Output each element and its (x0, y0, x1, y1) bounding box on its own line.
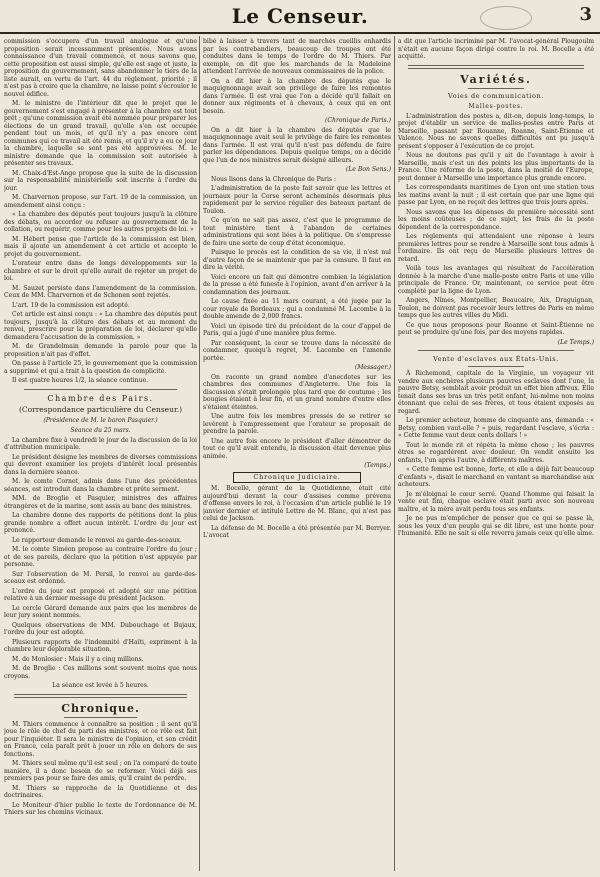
paragraph: Une autre fois encore le président d'aller démontrer de tout ce qu'il avait entendu, la discussion était devenue plus animée. (203, 437, 391, 460)
paragraph: M. le ministre de l'intérieur dit que le projet que le gouvernement s'est engagé à présenter à la chambre est tout prêt ; qu'une commission avait été nommée pour préparer les élections de un grand travail, qu'elle s'en est occupée pendant tout un mois, et qu'il n'y a pas encore cent communes qui ce travail ait été remis, et qu'il n'y a eu ce jour la chambre, laquelle se sont pas été approuvées. M. le ministre demande que la commission soit autorisée à présenter ses travaux. (4, 100, 197, 167)
paragraph: « Cette femme est bonne, forte, et elle a déjà fait beaucoup d'enfants », disait le marchand en vantant sa marchandise aux acheteurs. (398, 466, 594, 488)
column-3 (398, 38, 594, 871)
column-divider (394, 36, 395, 871)
paragraph: M. Thiers commence à connaître sa position ; il sent qu'il joue le rôle de chef du parti des ministres, et ce rôle est fait pour l'inquiéter. Il sera le ministre de l'opinion, et son crédit en France, cela paraît prêt à jouer un rôle en dehors de ses fonctions. (4, 720, 197, 758)
paragraph: « La chambre des députés peut toujours jusqu'à la clôture des débats, ou accorder ou refuser au gouvernement de la collation, ou requérir, comme pour les autres projets de loi. » (4, 211, 197, 233)
section-title-judiciaire: Chronique Judiciaire. (233, 472, 361, 484)
paragraph: Quelques observations de MM. Dubouchage et Bujaux, l'ordre du jour est adopté. (4, 621, 197, 636)
source-attribution: (Le Temps.) (557, 338, 594, 346)
paragraph: M. Hébert pense que l'article de la commission est bien, mais il ajoute un amendement à cet article et accepte le projet du gouvernement. (4, 235, 197, 258)
paragraph: L'art. 19 de la commission est adopté. (12, 301, 130, 309)
paragraph: Angers, Nîmes, Montpellier, Beaucaire, Aix, Draguignan, Toulon, ne doivent pas recevoir leurs lettres de Paris en même temps que les autres villes du Midi. (398, 297, 594, 319)
section-divider (14, 694, 187, 698)
column-1 (4, 38, 197, 871)
title-underline (468, 88, 524, 89)
paragraph: Le rapporteur demande le renvoi au garde-des-sceaux. (12, 536, 182, 544)
paragraph: M. Bocelle, gérant de la Quotidienne, était cité aujourd'hui devant la cour d'assises comme prévenu d'offense envers le roi, à l'occasion d'un article publié le 19 janvier dernier et intitulé Lettre de M. Blanc, qui n'est pas celui de Jackson. (203, 485, 391, 522)
paragraph: La chambre fixe à vendredi le jour de la discussion de la loi d'attribution municipale. (4, 436, 197, 451)
paragraph: Tout le monde rit et répéta la même chose ; les pauvres êtres se regardèrent avec douleur. On vendit ensuite les enfants, l'un après l'autre, à différents maîtres. (398, 441, 594, 464)
paragraph: Le président désigne les membres de diverses commissions qui devront examiner les projets d'intérêt local présentés dans la dernière séance. (4, 453, 197, 476)
paragraph: MM. de Broglie et Pasquier, ministres des affaires étrangères et de la marine, sont assis au banc des ministres. (4, 495, 197, 510)
paragraph: Le cercle Gérard demande aux pairs que les membres de leur jury soient nommés. (4, 604, 197, 619)
paragraph: On raconte un grand nombre d'anecdotes sur les chambres des communes d'Angleterre. Une fois la discussion s'était prolongée plus tard que de coutume ; les bougies étaient à leur fin, et un grand nombre d'entre elles s'étaient éteintes. (203, 373, 391, 411)
paragraph: M. de Broglie : Ces millions sont souvent moins que nous croyons. (4, 665, 197, 680)
section-title-chambre: Chambre des Pairs. (47, 393, 154, 403)
masthead-bar (0, 0, 600, 34)
paragraph: Cet article est ainsi conçu : « La chambre des députés peut toujours, jusqu'à la clôture des débats et au moment du renvoi, prescrire pour la préparation de loi, déclarer qu'elle demandera l'accusation de la commission. » (4, 311, 197, 341)
paragraph: L'administration des postes a, dit-on, depuis long-temps, le projet d'établir un service de malles-postes entre Paris et Marseille, passant par Rouanne, Roanne, Saint-Étienne et Valence. Nous ne savons quelles difficultés ont pu jusqu'à présent s'opposer à l'exécution de ce projet. (398, 112, 594, 150)
paragraph: Une autre fois les membres pressés de se retirer se levèrent à l'empressement que l'orateur se proposait de prendre la parole. (203, 413, 391, 435)
subsection-subtitle: Malles-postes. (468, 102, 524, 110)
paragraph: Nous lisons dans la Chronique de Paris : (211, 175, 337, 183)
paragraph: On a dit hier à la chambre des députés que le maquignonnage avait seul le privilège de faire les remontes dans l'armée. Il est vrai qu'il n'est pas défendu de faire parler les dépendances. Depuis quelque temps, on a décidé que l'un de nos ministres serait désigné ailleurs. (203, 126, 391, 164)
title-underline (64, 717, 137, 718)
section-title-esclaves: Vente d'esclaves aux États-Unis. (433, 355, 559, 363)
section-divider (24, 389, 177, 390)
paragraph: L'ordre du jour est proposé et adopté sur une pétition relative à un dernier message du président Jackson. (4, 587, 197, 602)
subsection-title: Voies de communication. (448, 91, 544, 100)
paragraph: La séance est levée à 5 heures. (52, 682, 149, 689)
paragraph: M. Chaix-d'Est-Ange propose que la suite de la discussion sur la responsabilité ministérielle soit inscrite à l'ordre du jour. (4, 169, 197, 192)
paragraph: M. Thiers se rapproche de la Quotidienne et des doctrinaires. (4, 784, 197, 799)
paragraph: La défense de M. Bocelle a été présentée par M. Berryer. L'avocat (203, 524, 391, 539)
paragraph: Les réglements qui attendaient une réponse à leurs premières lettres pour se rendre à Marseille sont tous admis à l'ordinaire. Ils ont reçu de Marseille plusieurs lettres de retard. (398, 233, 594, 263)
masthead-rule (0, 32, 600, 34)
presidency-line: (Présidence de M. le baron Pasquier.) (43, 416, 158, 424)
paragraph: L'orateur entre dans de longs développements sur la chambre et sur le droit qu'elle aurait de rejeter un projet de loi. (4, 260, 197, 282)
paragraph: Je ne pus m'empêcher de penser que ce qui se passe là, sous les yeux d'un peuple qui se dit libre, est une honte pour l'humanité. Elle ne sait si elle reverra jamais ceux qu'elle aime. (398, 515, 594, 537)
column-2 (203, 38, 391, 871)
paragraph: Je m'éloignai le cœur serré. Quand l'homme qui faisait la vente eut fini, chaque esclave était parti avec son nouveau maître, et la mère avait perdu tous ses enfants. (398, 490, 594, 513)
paragraph: On a dit hier à la chambre des députés que le maquignonnage avait son privilège de faire les remontes dans l'armée. Il est vrai que l'on a décidé qu'il fallait en donner aux régiments et à chevaux, à ceux qui en ont besoin. (203, 77, 391, 115)
paragraph: Le Moniteur d'hier publie le texte de l'ordonnance de M. Thiers sur les chemins vicinaux. (4, 801, 197, 816)
section-title-chronique: Chronique. (61, 701, 140, 715)
paragraph: Par conséquent, la cour se trouve dans la nécessité de condamner, quoiqu'à regret, M. Lacombe en l'amende portée. (203, 339, 391, 362)
source-attribution: (Temps.) (364, 462, 391, 469)
section-divider (418, 350, 574, 351)
paragraph: Sur l'observation de M. Persil, le renvoi au garde-des-sceaux est ordonné. (4, 570, 197, 585)
paragraph: Voici encore un fait qui démontre combien la législation de la presse a été funeste à l'opinion, avant d'en arriver à la condamnation des journaux. (203, 273, 391, 296)
session-date: Séance du 25 mars. (70, 426, 131, 434)
paragraph: Ce qu'on ne sait pas assez, c'est que le programme de tout ministère tient à l'abandon de certaines administrations qui sont liées à la politique. On s'empresse de faire une sorte de coup d'état économique. (203, 217, 391, 247)
paragraph: Il est quatre heures 1/2, la séance continue. (12, 377, 149, 384)
masthead-title: Le Censeur. (231, 4, 369, 28)
section-divider (408, 65, 584, 69)
section-subtitle: (Correspondance particulière du Censeur.) (18, 404, 183, 414)
paragraph: L'administration de la poste fait savoir que les lettres et journaux pour la Corse seront acheminés désormais plus rapidement par le service régulier des bateaux partant de Toulon. (203, 185, 391, 215)
paragraph: Ce que nous proposons pour Roanne et Saint-Étienne ne peut se produire qu'une fois, par des moyens rapides. (398, 321, 594, 336)
paragraph: On passe à l'article 25, le gouvernement que la commission a supprimé et qui a trait à la question de complicité. (4, 360, 197, 375)
paragraph: bibé à laisser à travers tant de marchés cueillis enhardis par les contrebandiers, beaucoup de troupes ont été conduites dans le temps de l'ordre de M. Thiers. Par exemple, on dit que les marchands de la Madeleine attendent l'arrivée de nouveaux commissaires de la police. (203, 38, 391, 75)
paragraph: Plusieurs rapports de l'indemnité d'Haïti, expriment à la chambre leur déplorable situation. (4, 638, 197, 653)
paragraph: Voilà tous les avantages qui résultent de l'accélération donnée à la marche d'une malle-poste entre Paris et une ville principale de France. Or, maintenant, ce service peut être complété par la ligne de Lyon. (398, 265, 594, 295)
paragraph: commission s'occupera d'un travail analogue et qu'une proposition serait incessamment présentée. Nous avons connaissance d'un travail commencé, et nous savons que, cette proposition est aussi simple, qu'elle est sage et juste, la proposition du gouvernement, sans abandonner le tiers de la liste aurait, en vertu de l'art. 44 du règlement, priorité ; il n'est pas à croire que la chambre, ne laisse point s'écrouler le nouvel édifice. (4, 38, 197, 98)
paragraph: M. Thiers seul même qu'il est seul ; on l'a comparé de toute manière, il a donc besoin de se reformer. Voici déjà ses premiers pas pour se faire des amis, qu'il craint de perdre. (4, 760, 197, 782)
paragraph: M. le comte Cornet, admis dans l'une des précédentes séances, est introduit dans la chambre et prête serment. (4, 478, 197, 493)
paragraph: M. de Grandelmain demande la parole pour que la proposition n'ait pas d'effet. (4, 343, 197, 358)
paragraph: M. Charvernon propose, sur l'art. 19 de la commission, un amendement ainsi conçu : (4, 194, 197, 209)
paragraph: Nous savons que les dépenses de première nécessité sont les moins coûteuses ; de ce sujet, les frais de la poste dépendent de la correspondance. (398, 208, 594, 231)
source-attribution: (Le Bon Sens.) (345, 166, 391, 173)
column-divider (199, 36, 200, 871)
paragraph: M. le comte Siméon propose au contraire l'ordre du jour ; et de ses pareils, déclare que la pétition n'est appuyée par personne. (4, 546, 197, 568)
paragraph: La chambre donne des rapports de pétitions dont la plus grande nombre a offert aucun intérêt. L'ordre du jour est prononcé. (4, 512, 197, 534)
paragraph: Le cause fixée au 11 mars courant, a été jugée par la cour royale de Bordeaux ; qui a condamné M. Lacombe à la double amende de 2,000 francs. (203, 298, 391, 320)
paragraph: M. de Monlosier : Mais il y a cinq millions. (12, 655, 144, 663)
paragraph: À Richemond, capitale de la Virginie, un voyageur vit vendre aux enchères plusieurs pauvres esclaves dont l'une, la pauvre Betsy, semblait avoir produit un effet bien affreux. Elle tenait dans ses bras un très petit enfant, lui-même non moins étonnant que celui de ses frères, et tous étaient exposés au regard. (398, 370, 594, 415)
library-stamp (480, 6, 532, 30)
paragraph: Nous ne doutons pas qu'il y ait de l'avantage à avoir à Marseille, mais c'est un des points les plus importants de la France. Une réforme de la poste, dans la moitié de l'Europe, peut donner à Marseille une importance plus grande encore. (398, 152, 594, 182)
paragraph: a dit que l'article incriminé par M. l'avocat-général Plougoulm n'était en aucune façon dirigé contre le roi. M. Bocelle a été acquitté. (398, 38, 594, 60)
paragraph: Voici un épisode tiré du précédent de la cour d'appel de Paris, qui a jugé d'une manière plus ferme. (203, 322, 391, 337)
title-underline (468, 366, 524, 367)
paragraph: Le premier acheteur, homme de cinquante ans, demanda : « Betsy, combien vaut-elle ? » puis, regardant l'esclave, s'écria : « Cette femme vaut deux cents dollars ! » (398, 417, 594, 439)
section-title-varietes: Variétés. (460, 72, 532, 86)
paragraph: Les correspondants maritimes de Lyon ont une station tous les matins avant la nuit ; il est certain que par une ligne qui passe par Lyon, on ne reçoit des lettres que trois jours après. (398, 184, 594, 206)
page-number: 3 (579, 4, 592, 25)
paragraph: M. Sauzet persiste dans l'amendement de la commission. Ceux de MM. Charvernon et de Schonen sont rejetés. (4, 284, 197, 299)
source-attribution: (Messager.) (354, 364, 391, 371)
source-attribution: (Chronique de Paris.) (325, 117, 391, 124)
paragraph: Puisque le procès est la condition de sa vie, il n'est nul d'autre façon de se maintenir que par la censure. Il faut en dire la vérité. (203, 249, 391, 271)
